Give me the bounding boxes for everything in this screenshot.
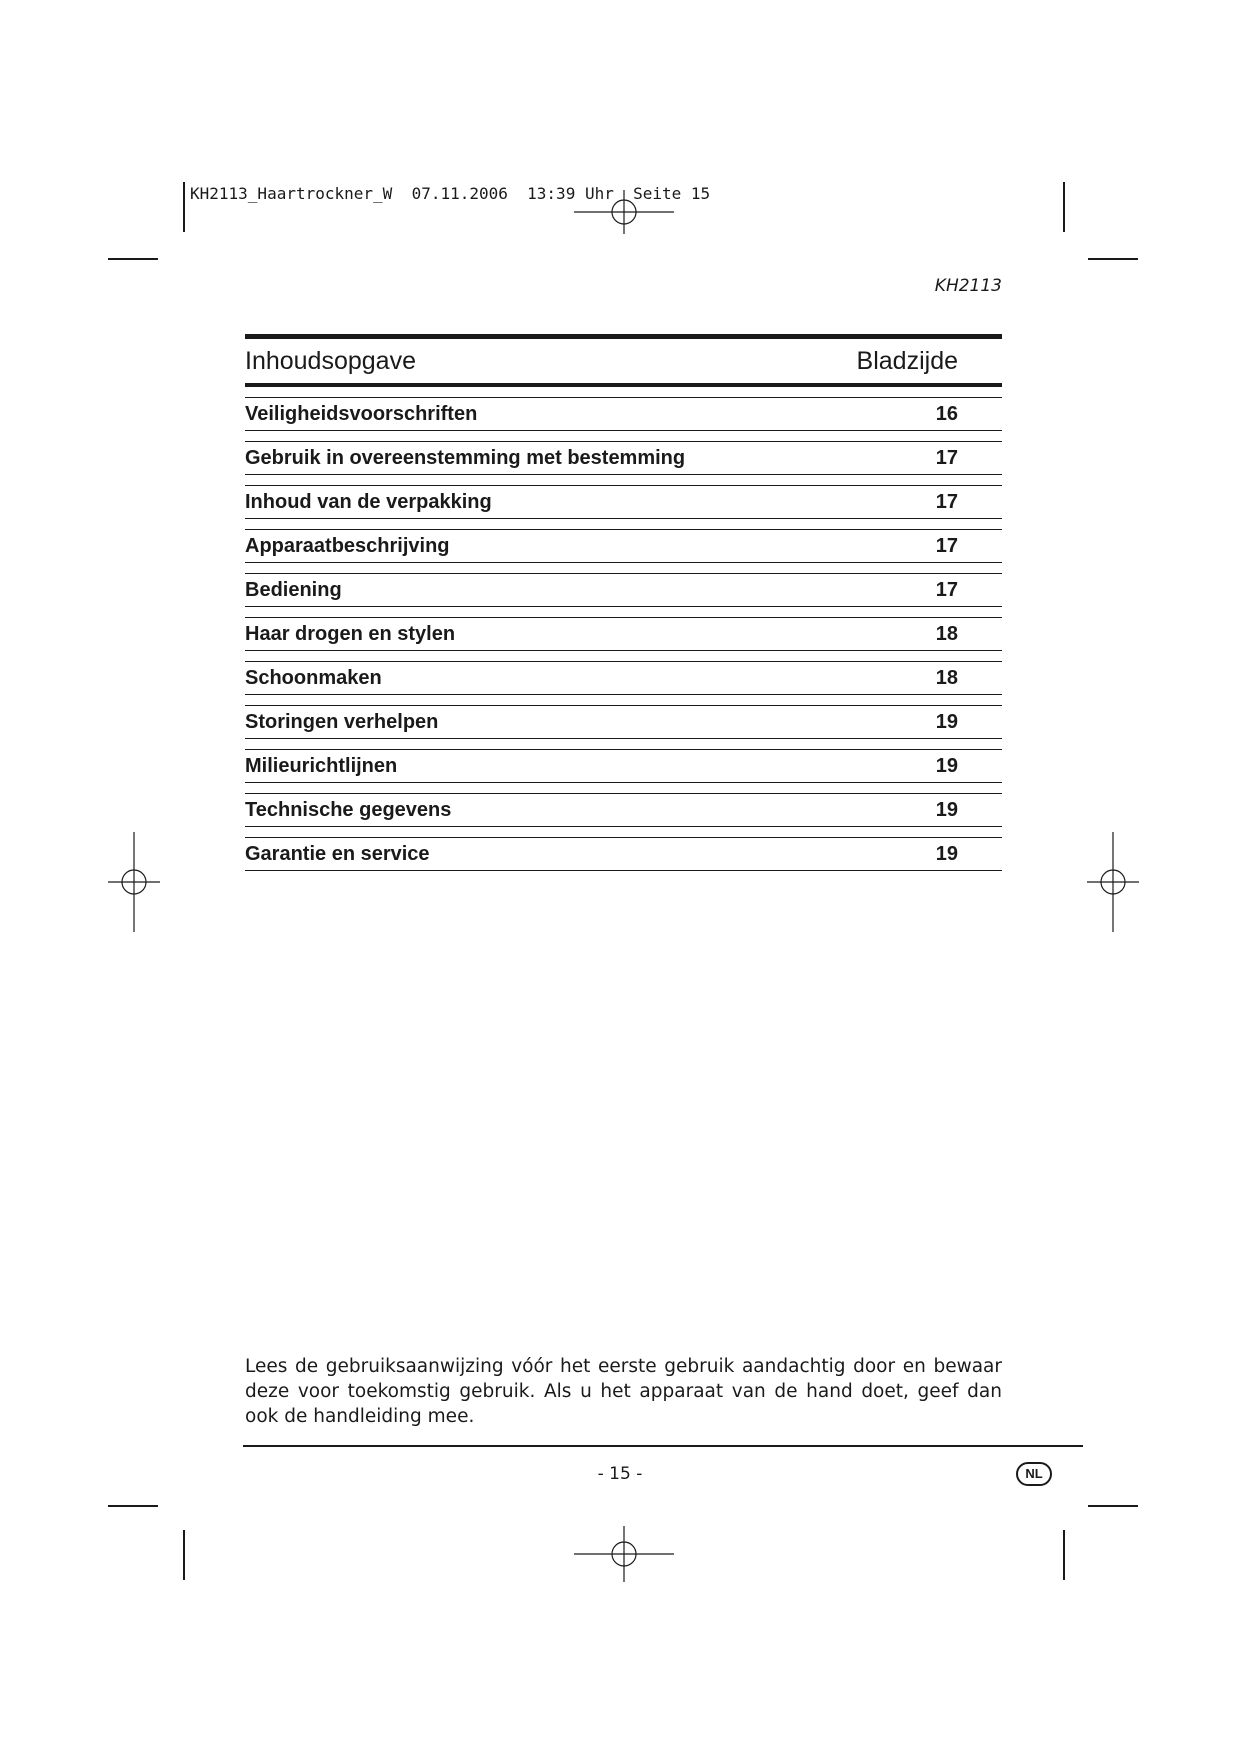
toc-entry-title: Bediening bbox=[245, 578, 342, 601]
print-slug-time: 13:39 Uhr bbox=[527, 184, 614, 203]
registration-mark-right bbox=[1063, 832, 1163, 932]
crop-mark-bottom-left-h bbox=[108, 1505, 158, 1507]
toc-entry-title: Inhoud van de verpakking bbox=[245, 490, 492, 513]
toc-entries bbox=[245, 397, 1002, 871]
toc-entry-title: Milieurichtlijnen bbox=[245, 754, 398, 777]
crop-mark-bottom-right-v bbox=[1063, 1530, 1065, 1580]
toc-entry-page: 18 bbox=[935, 622, 958, 645]
registration-mark-bottom bbox=[574, 1504, 674, 1604]
toc-entry bbox=[245, 529, 1002, 563]
toc-entry-page: 19 bbox=[935, 754, 958, 777]
toc-header-rule bbox=[245, 383, 1002, 387]
toc-entry-page: 17 bbox=[935, 446, 958, 469]
toc-entry bbox=[245, 837, 1002, 871]
crop-mark-top-left-h bbox=[108, 258, 158, 260]
toc-entry-title: Schoonmaken bbox=[245, 666, 382, 689]
toc-entry-title: Technische gegevens bbox=[245, 798, 452, 821]
registration-mark-left bbox=[84, 832, 184, 932]
crop-mark-top-right-v bbox=[1063, 182, 1065, 232]
registration-mark-top bbox=[574, 162, 674, 262]
crop-mark-top-left-v bbox=[183, 182, 185, 232]
toc-entry bbox=[245, 661, 1002, 695]
crop-mark-top-right-h bbox=[1088, 258, 1138, 260]
toc-entry-page: 19 bbox=[935, 710, 958, 733]
print-slug-file: KH2113_Haartrockner_W bbox=[190, 184, 393, 203]
toc-entry bbox=[245, 573, 1002, 607]
toc-entry-title: Storingen verhelpen bbox=[245, 710, 439, 733]
toc-entry-title: Apparaatbeschrijving bbox=[245, 534, 450, 557]
toc-entry-page: 19 bbox=[935, 798, 958, 821]
toc-entry bbox=[245, 485, 1002, 519]
toc-entry-title: Veiligheidsvoorschriften bbox=[245, 402, 478, 425]
toc-entry-page: 17 bbox=[935, 534, 958, 557]
crop-mark-bottom-right-h bbox=[1088, 1505, 1138, 1507]
toc-heading: Inhoudsopgave bbox=[245, 346, 416, 375]
toc-entry-title: Gebruik in overeenstemming met bestemming bbox=[245, 446, 686, 469]
model-code: KH2113 bbox=[934, 276, 1002, 296]
toc-entry-page: 19 bbox=[935, 842, 958, 865]
toc-page-heading: Bladzijde bbox=[856, 346, 958, 375]
crop-mark-bottom-left-v bbox=[183, 1530, 185, 1580]
toc-entry-title: Haar drogen en stylen bbox=[245, 622, 456, 645]
print-slug-date: 07.11.2006 bbox=[411, 184, 508, 203]
toc-entry-page: 17 bbox=[935, 490, 958, 513]
toc-entry bbox=[245, 793, 1002, 827]
toc-entry bbox=[245, 749, 1002, 783]
toc-entry-page: 17 bbox=[935, 578, 958, 601]
language-badge: NL bbox=[1016, 1462, 1052, 1486]
toc-header bbox=[245, 339, 1002, 383]
footer-rule bbox=[243, 1445, 1083, 1447]
toc-entry bbox=[245, 397, 1002, 431]
toc-entry-page: 16 bbox=[935, 402, 958, 425]
instructions-note: Lees de gebruiksaanwijzing vóór het eerste gebruik aandachtig door en bewaar deze voor toekomstig gebruik. Als u het apparaat van de hand doet, geef dan ook de handleiding mee. bbox=[245, 1356, 1002, 1427]
print-slug-page: Seite 15 bbox=[633, 184, 711, 203]
toc-entry bbox=[245, 441, 1002, 475]
toc-entry-title: Garantie en service bbox=[245, 842, 430, 865]
toc-entry bbox=[245, 617, 1002, 651]
page-number: - 15 - bbox=[597, 1464, 643, 1484]
toc-entry-page: 18 bbox=[935, 666, 958, 689]
toc-entry bbox=[245, 705, 1002, 739]
table-of-contents bbox=[245, 334, 1002, 871]
